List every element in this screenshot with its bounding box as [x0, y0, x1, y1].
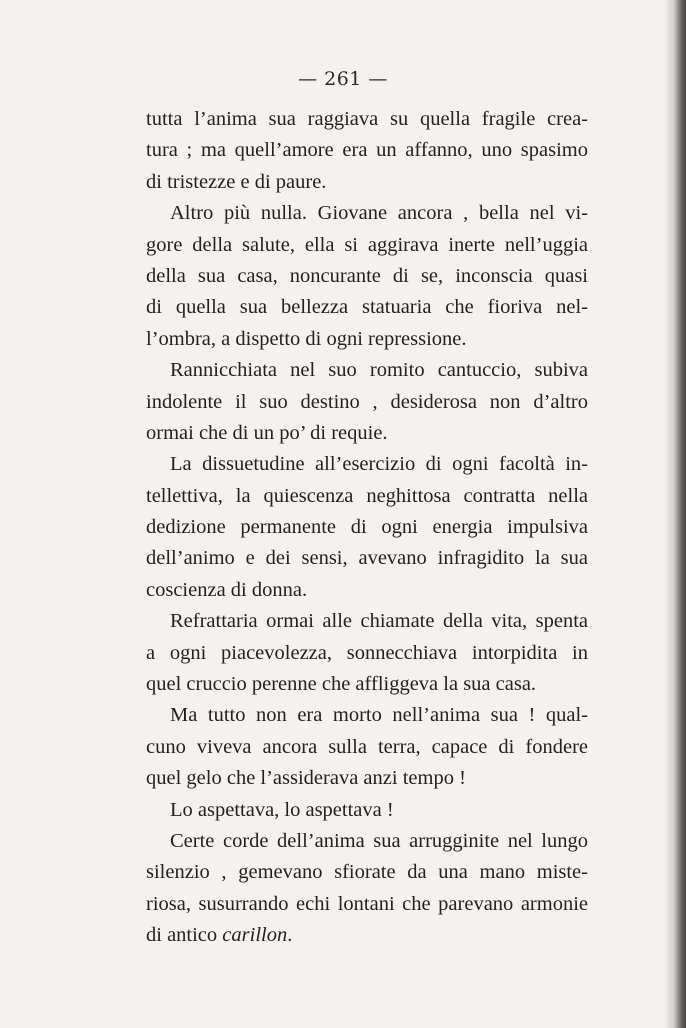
text-line: La dissuetudine all’esercizio di ogni facoltà in- — [170, 453, 588, 476]
text-line: di quella sua bellezza statuaria che fioriva nel- — [146, 296, 588, 319]
last-line-prefix: di antico — [146, 924, 223, 947]
text-line: silenzio , gemevano sfiorate da una mano miste- — [146, 861, 588, 884]
text-line: gore della salute, ella si aggirava inerte nell’uggia — [146, 233, 588, 256]
page-number: — 261 — — [298, 68, 388, 90]
text-line: Ma tutto non era morto nell’anima sua ! qual- — [170, 704, 588, 727]
text-line: l’ombra, a dispetto di ogni repressione. — [146, 327, 467, 350]
text-line: dedizione permanente di ogni energia impulsiva — [146, 516, 588, 539]
text-line: quel cruccio perenne che affliggeva la sua casa. — [146, 673, 537, 696]
text-line-last — [146, 920, 588, 951]
text-line: Certe corde dell’anima sua arrugginite nel lungo — [170, 829, 588, 852]
text-line: riosa, susurrando echi lontani che parevano armonie — [146, 892, 588, 915]
page-edge-shadow — [664, 0, 686, 1028]
text-line: Refrattaria ormai alle chiamate della vita, spenta — [170, 610, 588, 633]
text-line: della sua casa, noncurante di se, inconscia quasi — [146, 264, 588, 287]
text-line: cuno viveva ancora sulla terra, capace di fondere — [146, 735, 588, 758]
text-line: a ogni piacevolezza, sonnecchiava intorpidita in — [146, 641, 588, 664]
text-line: Rannicchiata nel suo romito cantuccio, subiva — [170, 359, 588, 382]
text-line: dell’animo e dei sensi, avevano infragidito la sua — [146, 547, 588, 570]
last-line-suffix: . — [287, 924, 293, 947]
text-line: tutta l’anima sua raggiava su quella fragile crea- — [146, 108, 588, 130]
text-line: coscienza di donna. — [146, 578, 308, 601]
text-line: indolente il suo destino , desiderosa non d’altro — [146, 390, 588, 413]
text-line: tellettiva, la quiescenza neghittosa contratta nella — [146, 484, 588, 507]
text-line: Altro più nulla. Giovane ancora , bella nel vi- — [170, 202, 588, 225]
text-line: Lo aspettava, lo aspettava ! — [170, 798, 394, 821]
text-line: di tristezze e di paure. — [146, 170, 327, 193]
italic-word: carillon — [222, 924, 288, 947]
text-line: ormai che di un po’ di requie. — [146, 421, 388, 444]
text-line: tura ; ma quell’amore era un affanno, uno spasimo — [146, 139, 588, 162]
text-line: quel gelo che l’assiderava anzi tempo ! — [146, 767, 466, 790]
body-text — [146, 104, 588, 952]
